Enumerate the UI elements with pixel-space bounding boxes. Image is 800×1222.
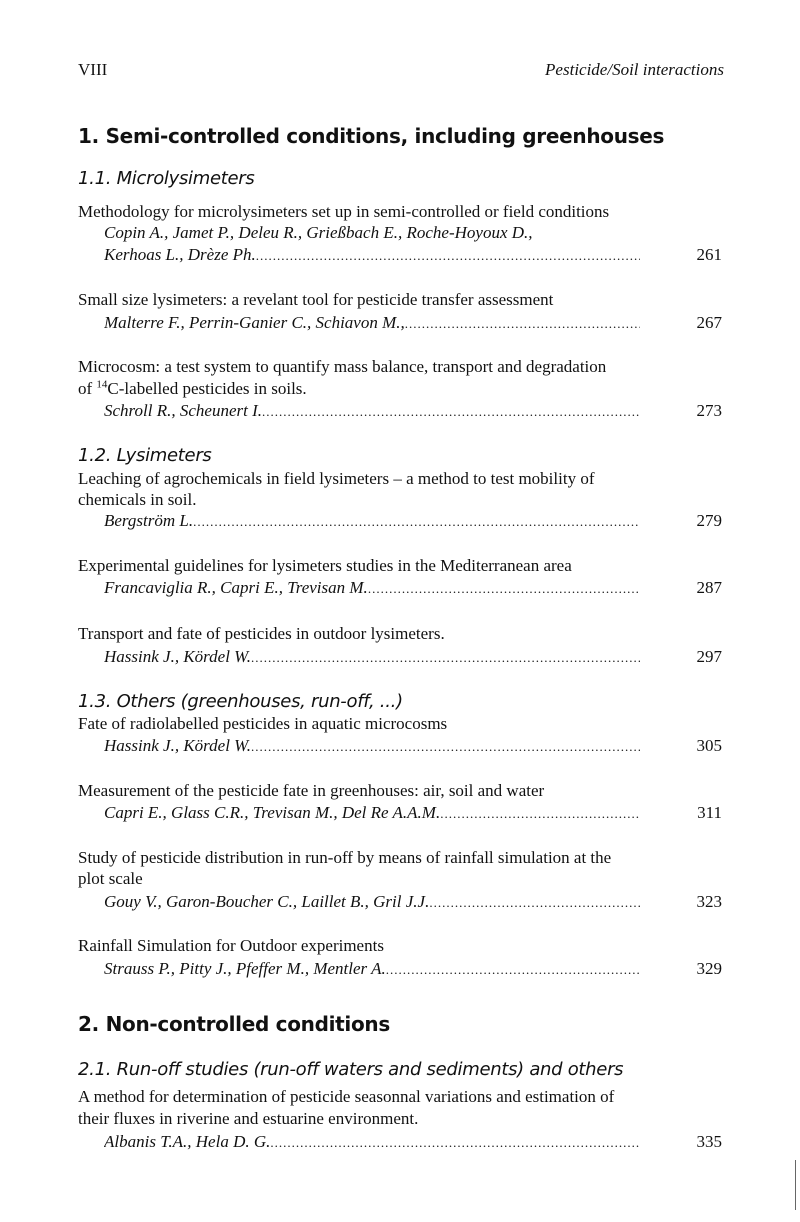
entry-authors: Strauss P., Pitty J., Pfeffer M., Mentler A. .....	[104, 958, 640, 980]
dot-leader	[429, 891, 640, 913]
dot-leader	[368, 577, 640, 599]
entry-page: 329	[696, 959, 722, 978]
entry-page: 335	[696, 1132, 722, 1151]
entry-authors: Schroll R., Scheunert I. .....	[104, 400, 640, 422]
entry-authors: Francaviglia R., Capri E., Trevisan M. .....	[104, 577, 640, 599]
entry-page: 279	[696, 511, 722, 530]
entry-authors: Malterre F., Perrin-Ganier C., Schiavon M., .....	[104, 312, 640, 334]
entry-title: chemicals in soil.	[78, 490, 197, 509]
section-heading: 2. Non-controlled conditions	[78, 1012, 390, 1036]
entry-title: Small size lysimeters: a revelant tool for pesticide transfer assessment	[78, 290, 554, 309]
entry-authors: Albanis T.A., Hela D. G. .....	[104, 1131, 640, 1153]
entry-title: Microcosm: a test system to quantify mass balance, transport and degradation	[78, 357, 607, 376]
entry-title: of $^{14}$C-labelled pesticides in soils.	[78, 378, 307, 398]
subsection-heading: 1.2. Lysimeters	[78, 445, 212, 466]
entry-authors: Capri E., Glass C.R., Trevisan M., Del Re A.A.M. .....	[104, 802, 640, 824]
dot-leader	[251, 735, 640, 757]
entry-authors: Bergström L. .....	[104, 510, 640, 532]
section-heading: 1. Semi-controlled conditions, including greenhouses	[78, 124, 665, 148]
dot-leader	[193, 510, 640, 532]
entry-authors: Hassink J., Kördel W. .....	[104, 735, 640, 757]
entry-title: Methodology for microlysimeters set up in semi-controlled or field conditions	[78, 202, 610, 221]
entry-title: plot scale	[78, 869, 143, 888]
running-title: Pesticide/Soil interactions	[545, 60, 724, 79]
entry-title: A method for determination of pesticide seasonnal variations and estimation of	[78, 1087, 615, 1106]
dot-leader	[270, 1131, 640, 1153]
entry-page: 305	[696, 736, 722, 755]
page-number: VIII	[78, 60, 108, 79]
entry-page: 273	[696, 401, 722, 420]
entry-authors: Kerhoas L., Drèze Ph. .....	[104, 244, 640, 266]
entry-page: 323	[696, 892, 722, 911]
scan-edge-line	[795, 1160, 796, 1210]
entry-authors: Hassink J., Kördel W. .....	[104, 646, 640, 668]
dot-leader	[262, 400, 640, 422]
entry-title: Study of pesticide distribution in run-off by means of rainfall simulation at the	[78, 848, 612, 867]
entry-page: 261	[696, 245, 722, 264]
entry-page: 267	[696, 313, 722, 332]
dot-leader	[251, 646, 640, 668]
entry-title: Fate of radiolabelled pesticides in aquatic microcosms	[78, 714, 448, 733]
entry-authors: Gouy V., Garon-Boucher C., Laillet B., Gril J.J. .....	[104, 891, 640, 913]
dot-leader	[440, 802, 640, 824]
entry-title: Measurement of the pesticide fate in greenhouses: air, soil and water	[78, 781, 545, 800]
entry-page: 297	[696, 647, 722, 666]
dot-leader	[405, 312, 640, 334]
entry-authors: Copin A., Jamet P., Deleu R., Grießbach E., Roche-Hoyoux D.,	[104, 223, 533, 242]
entry-title: Leaching of agrochemicals in field lysimeters – a method to test mobility of	[78, 469, 595, 488]
entry-title: Transport and fate of pesticides in outdoor lysimeters.	[78, 624, 445, 643]
entry-page: 311	[697, 803, 722, 822]
entry-title: their fluxes in riverine and estuarine environment.	[78, 1109, 419, 1128]
subsection-heading: 1.1. Microlysimeters	[78, 168, 255, 189]
subsection-heading: 1.3. Others (greenhouses, run-off, ...)	[78, 691, 403, 712]
subsection-heading: 2.1. Run-off studies (run-off waters and sediments) and others	[78, 1059, 624, 1080]
entry-title: Rainfall Simulation for Outdoor experiments	[78, 936, 384, 955]
dot-leader	[386, 958, 640, 980]
entry-title: Experimental guidelines for lysimeters studies in the Mediterranean area	[78, 556, 572, 575]
dot-leader	[256, 244, 640, 266]
entry-page: 287	[696, 578, 722, 597]
